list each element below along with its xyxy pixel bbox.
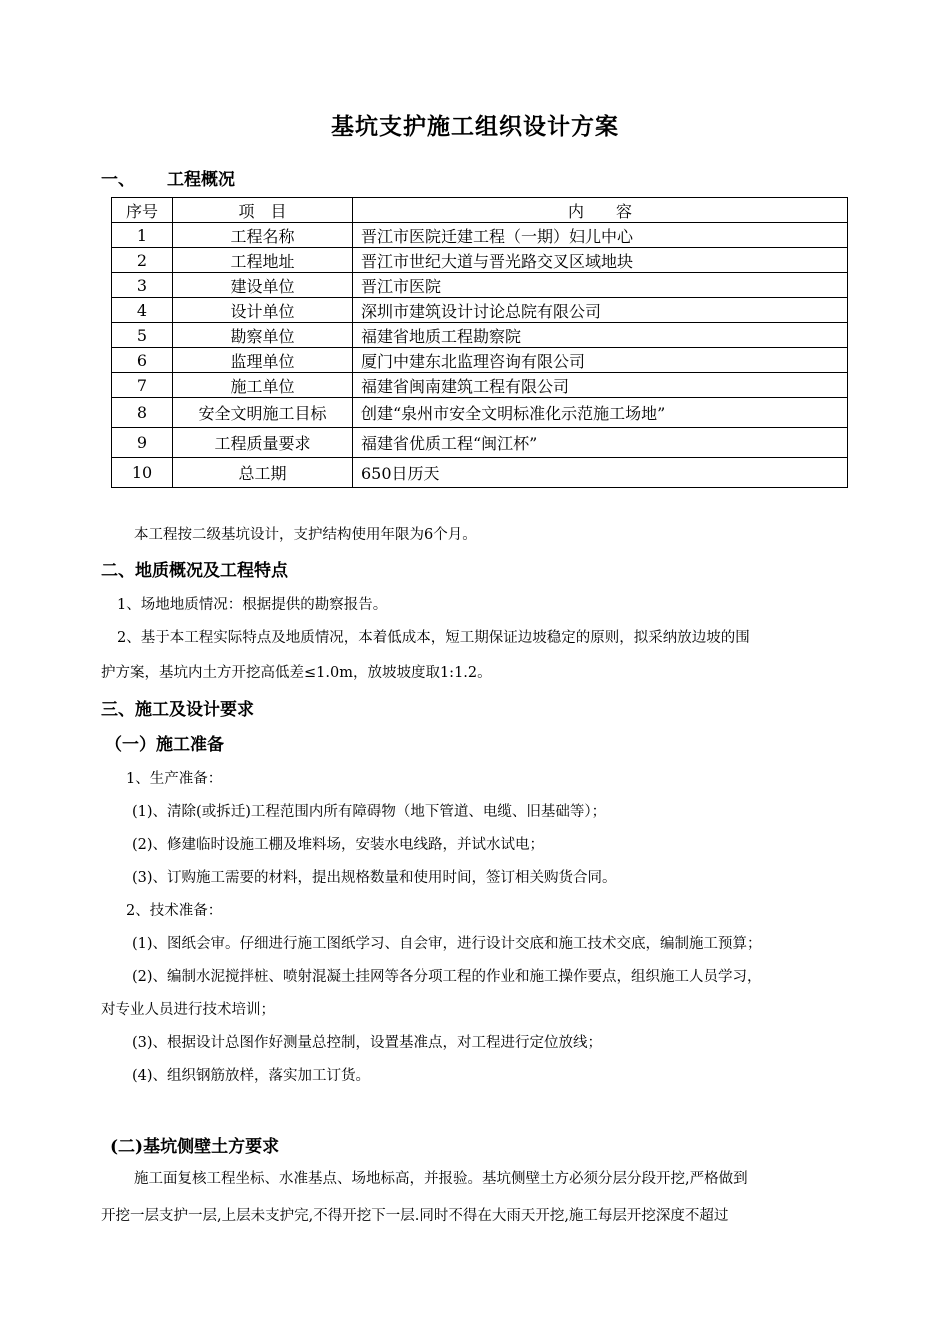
row-item: 总工期 (173, 458, 353, 488)
document-title: 基坑支护施工组织设计方案 (331, 113, 619, 140)
row-item: 勘察单位 (173, 323, 353, 348)
table-row (112, 273, 848, 298)
row-seq: 6 (112, 348, 173, 373)
row-item: 施工单位 (173, 373, 353, 398)
subsection-prep-heading: （一）施工准备 (105, 735, 224, 755)
project-info-table (111, 197, 848, 488)
row-content: 福建省闽南建筑工程有限公司 (353, 373, 848, 398)
prep-line-1: 1、生产准备： (126, 771, 223, 787)
row-item: 工程质量要求 (173, 428, 353, 458)
row-item: 设计单位 (173, 298, 353, 323)
prep-line-2: (1)、清除(或拆迁)工程范围内所有障碍物（地下管道、电缆、旧基础等）； (132, 804, 607, 820)
geology-paragraph-2-line-2: 护方案，基坑内土方开挖高低差≤1.0m，放坡坡度取1:1.2。 (101, 665, 492, 681)
header-item: 项 目 (173, 198, 353, 223)
prep-line-7b: 对专业人员进行技术培训； (101, 1002, 275, 1018)
row-content: 晋江市医院 (353, 273, 848, 298)
section-1-number: 一、 (101, 170, 135, 190)
section-2-heading: 二、地质概况及工程特点 (101, 561, 288, 581)
table-row (112, 428, 848, 458)
row-content: 晋江市医院迁建工程（一期）妇儿中心 (353, 223, 848, 248)
table-row (112, 458, 848, 488)
row-content: 厦门中建东北监理咨询有限公司 (353, 348, 848, 373)
earthwork-paragraph-line-1: 施工面复核工程坐标、水准基点、场地标高，并报验。基坑侧壁土方必须分层分段开挖,严格做到 (134, 1171, 748, 1187)
row-seq: 7 (112, 373, 173, 398)
row-content: 福建省优质工程“闽江杯” (353, 428, 848, 458)
row-item: 建设单位 (173, 273, 353, 298)
row-content: 晋江市世纪大道与晋光路交叉区域地块 (353, 248, 848, 273)
table-row (112, 248, 848, 273)
row-seq: 10 (112, 458, 173, 488)
table-row (112, 348, 848, 373)
row-item: 安全文明施工目标 (173, 398, 353, 428)
section-1-heading (101, 165, 235, 190)
header-content: 内 容 (353, 198, 848, 223)
row-content: 650日历天 (353, 458, 848, 488)
design-note: 本工程按二级基坑设计，支护结构使用年限为6个月。 (134, 527, 477, 543)
subsection-earthwork-heading: (二)基坑侧壁土方要求 (110, 1137, 280, 1157)
table-row (112, 323, 848, 348)
row-content: 创建“泉州市安全文明标准化示范施工场地” (353, 398, 848, 428)
row-seq: 9 (112, 428, 173, 458)
prep-line-3: (2)、修建临时设施工棚及堆料场，安装水电线路，并试水试电； (132, 837, 545, 853)
table-header-row (112, 198, 848, 223)
section-1-title: 工程概况 (167, 170, 235, 190)
table-row (112, 373, 848, 398)
geology-paragraph-1: 1、场地地质情况：根据提供的勘察报告。 (117, 597, 388, 613)
table-row (112, 398, 848, 428)
row-item: 工程名称 (173, 223, 353, 248)
row-seq: 2 (112, 248, 173, 273)
prep-line-6: (1)、图纸会审。仔细进行施工图纸学习、自会审，进行设计交底和施工技术交底，编制施工预算； (132, 936, 762, 952)
row-seq: 4 (112, 298, 173, 323)
row-seq: 5 (112, 323, 173, 348)
row-content: 福建省地质工程勘察院 (353, 323, 848, 348)
table-row (112, 223, 848, 248)
row-item: 监理单位 (173, 348, 353, 373)
prep-line-7a: (2)、编制水泥搅拌桩、喷射混凝土挂网等各分项工程的作业和施工操作要点，组织施工人员学习， (132, 969, 762, 985)
geology-paragraph-2-line-1: 2、基于本工程实际特点及地质情况，本着低成本，短工期保证边坡稳定的原则，拟采纳放边坡的围 (117, 630, 750, 646)
row-item: 工程地址 (173, 248, 353, 273)
row-seq: 1 (112, 223, 173, 248)
prep-line-4: (3)、订购施工需要的材料，提出规格数量和使用时间，签订相关购货合同。 (132, 870, 617, 886)
section-3-heading: 三、施工及设计要求 (101, 700, 254, 720)
header-seq: 序号 (112, 198, 173, 223)
prep-line-8: (3)、根据设计总图作好测量总控制，设置基准点，对工程进行定位放线； (132, 1035, 603, 1051)
prep-line-5: 2、技术准备： (126, 903, 223, 919)
row-seq: 8 (112, 398, 173, 428)
earthwork-paragraph-line-2: 开挖一层支护一层,上层未支护完,不得开挖下一层.同时不得在大雨天开挖,施工每层开挖深度不超过 (101, 1208, 729, 1224)
row-seq: 3 (112, 273, 173, 298)
prep-line-9: (4)、组织钢筋放样，落实加工订货。 (132, 1068, 371, 1084)
table-row (112, 298, 848, 323)
row-content: 深圳市建筑设计讨论总院有限公司 (353, 298, 848, 323)
